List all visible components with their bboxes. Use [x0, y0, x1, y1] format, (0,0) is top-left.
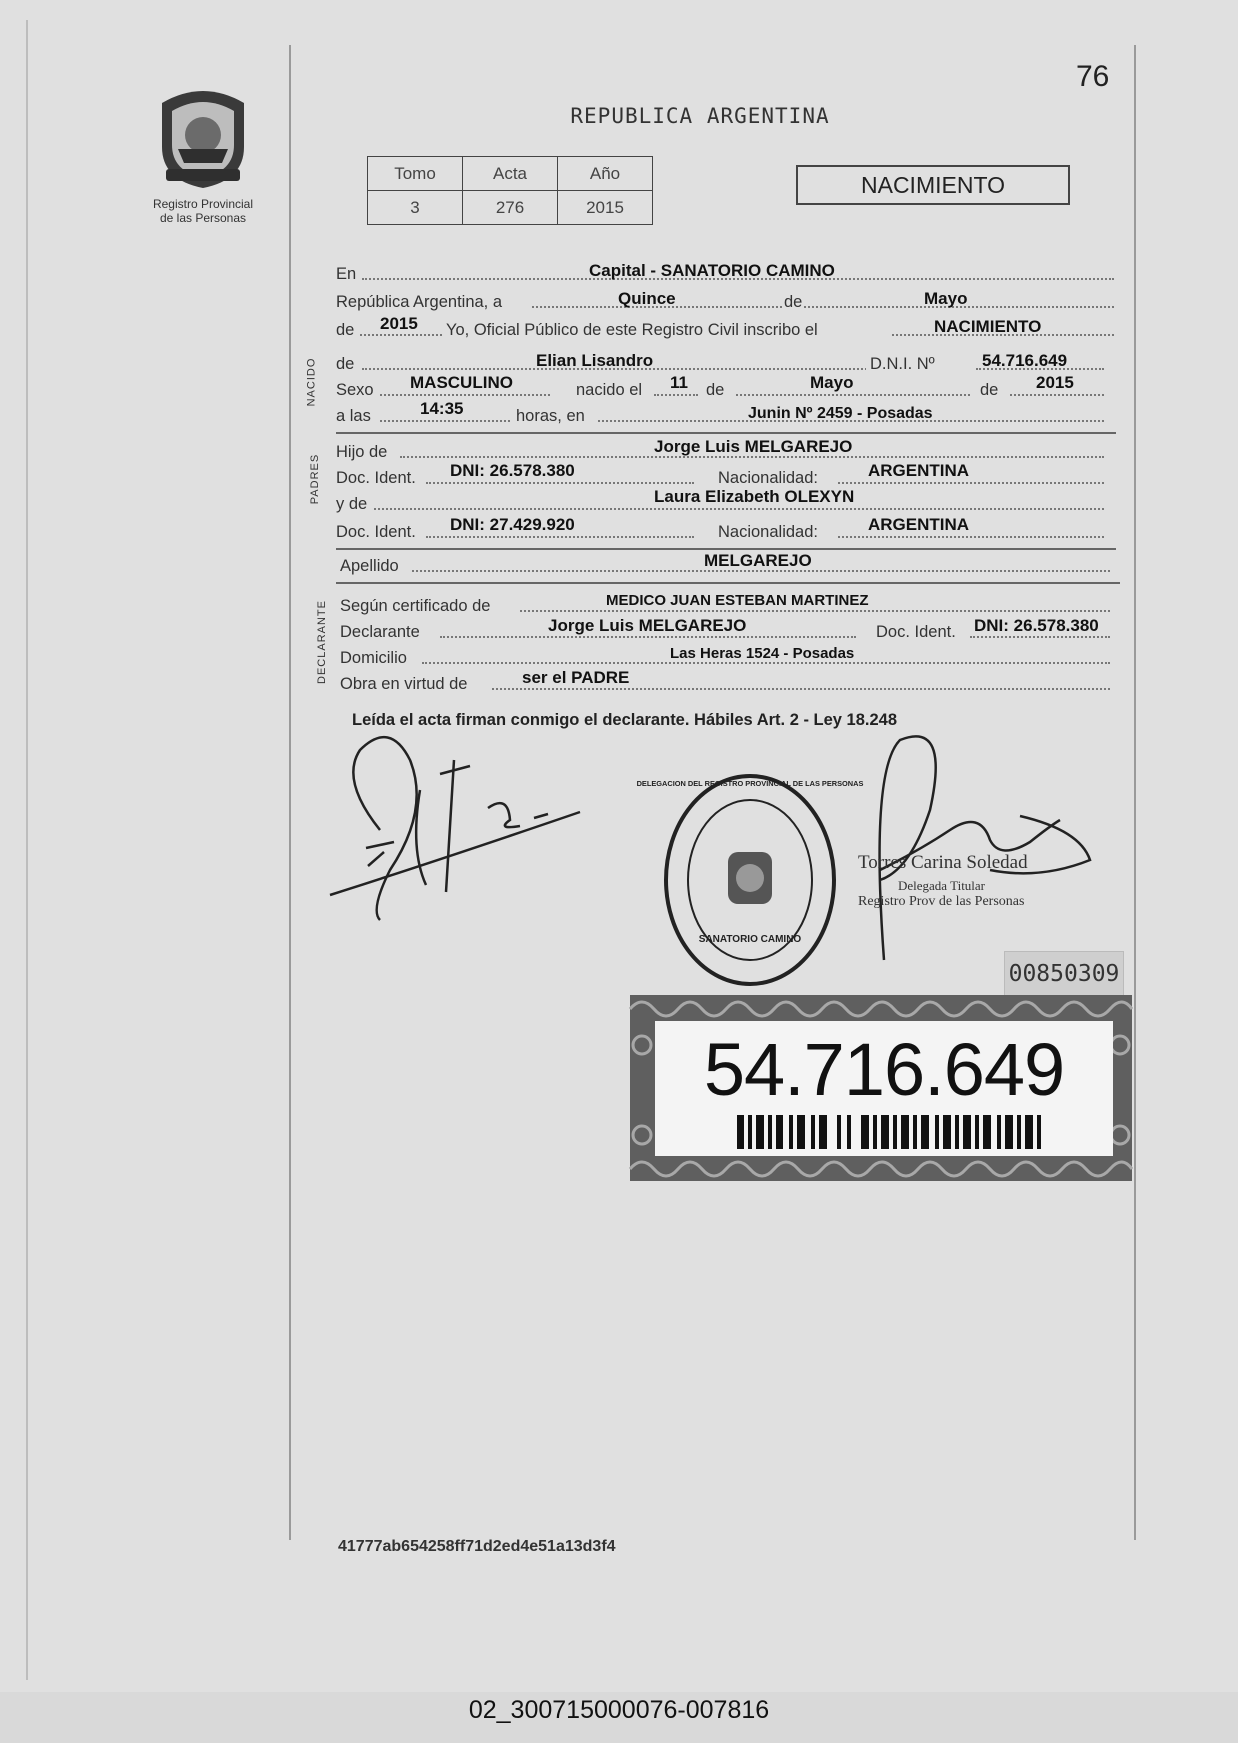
stamp-outer-text: DELEGACION DEL REGISTRO PROVINCIAL DE LAS PERSONAS — [636, 779, 864, 788]
row-father-doc — [336, 462, 1114, 488]
event: NACIMIENTO — [934, 317, 1042, 336]
hijo-de-label: Hijo de — [336, 443, 388, 461]
en-label: En — [336, 265, 357, 283]
birth-year-dots — [1010, 394, 1104, 396]
row-year — [336, 314, 1114, 340]
divider-apellido — [336, 582, 1120, 584]
domicilio-dots — [422, 662, 1110, 664]
value-tomo: 3 — [368, 191, 463, 225]
serial-number: 00850309 — [1004, 951, 1124, 997]
row-republica — [336, 286, 1114, 312]
mother-doc-dots — [426, 536, 694, 538]
obra-label: Obra en virtud de — [340, 675, 468, 693]
mother-doc: DNI: 27.429.920 — [450, 515, 575, 534]
a-las-label: a las — [336, 407, 371, 425]
mother-dots — [374, 508, 1104, 510]
right-margin-line — [1134, 45, 1136, 1540]
sticker-dni: 54.716.649 — [703, 1028, 1065, 1111]
value-ano: 2015 — [558, 191, 653, 225]
apellido-value: MELGAREJO — [704, 551, 812, 570]
birth-month: Mayo — [810, 373, 854, 392]
domicilio-label: Domicilio — [340, 649, 407, 667]
header-tomo: Tomo — [368, 157, 463, 191]
father-nat-label: Nacionalidad: — [718, 469, 818, 487]
row-nacido-name — [336, 348, 1114, 374]
document-hash: 41777ab654258ff71d2ed4e51a13d3f4 — [338, 1538, 616, 1555]
row-certificado — [336, 590, 1114, 616]
mother-nationality: ARGENTINA — [868, 515, 970, 534]
domicilio-value: Las Heras 1524 - Posadas — [670, 645, 855, 662]
mother-nat-label: Nacionalidad: — [718, 523, 818, 541]
father-doc: DNI: 26.578.380 — [450, 461, 575, 480]
nacido-el-label: nacido el — [576, 381, 643, 399]
birth-year: 2015 — [1036, 373, 1074, 392]
obra-value: ser el PADRE — [522, 668, 630, 687]
official-name: Torres Carina Soledad — [858, 852, 1028, 873]
row-en — [336, 258, 1114, 284]
official-signature — [840, 730, 1100, 950]
apellido-label: Apellido — [340, 557, 399, 575]
dni-label: D.N.I. Nº — [866, 355, 935, 374]
header-ano: Año — [558, 157, 653, 191]
declarante-dots — [440, 636, 856, 638]
row-obra — [336, 668, 1114, 694]
de-label-2: de — [706, 381, 725, 399]
section-label-declarante: DECLARANTE — [315, 600, 328, 684]
header-acta: Acta — [463, 157, 558, 191]
year: 2015 — [380, 314, 418, 333]
section-label-nacido: NACIDO — [305, 357, 318, 407]
sexo-label: Sexo — [336, 381, 374, 399]
mother-name: Laura Elizabeth OLEXYN — [654, 487, 855, 506]
time-dots — [380, 420, 510, 422]
de-label: de — [784, 293, 803, 311]
birth-day-dots — [654, 394, 698, 396]
child-dni: 54.716.649 — [982, 351, 1068, 370]
declarante-doc-dots — [970, 636, 1110, 638]
row-mother-doc — [336, 516, 1114, 542]
footer-note: Leída el acta firman conmigo el declarante. Hábiles Art. 2 - Ley 18.248 — [352, 711, 898, 729]
barcode — [737, 1115, 1047, 1149]
registry-line-2: de las Personas — [159, 211, 247, 225]
declarante-doc-label: Doc. Ident. — [876, 623, 956, 641]
row-declarante — [336, 616, 1114, 642]
birth-time: 14:35 — [420, 399, 464, 418]
registry-line-1: Registro Provincial — [152, 197, 254, 211]
official-title: Delegada Titular — [898, 878, 986, 893]
month: Mayo — [924, 289, 968, 308]
father-doc-label: Doc. Ident. — [336, 469, 416, 487]
father-doc-dots — [426, 482, 694, 484]
en-value: Capital - SANATORIO CAMINO — [589, 261, 835, 280]
father-name: Jorge Luis MELGAREJO — [654, 437, 853, 456]
de2-label: de — [336, 321, 355, 339]
birth-day: 11 — [670, 373, 688, 392]
declarante-name: Jorge Luis MELGAREJO — [548, 616, 747, 635]
mother-nat-dots — [838, 536, 1104, 538]
birth-month-dots — [736, 394, 970, 396]
row-hijo-de — [336, 436, 1114, 462]
horas-label: horas, en — [516, 407, 585, 425]
left-edge-line — [26, 20, 28, 1680]
birth-place: Junin Nº 2459 - Posadas — [748, 405, 933, 422]
record-table — [367, 156, 653, 225]
provincial-seal-logo — [152, 85, 254, 190]
father-nationality: ARGENTINA — [868, 461, 970, 480]
mother-doc-label: Doc. Ident. — [336, 523, 416, 541]
dni-sticker — [630, 995, 1132, 1181]
row-hora — [336, 400, 1114, 426]
row-sexo — [336, 374, 1114, 400]
y-de-label: y de — [336, 495, 368, 513]
sticker-label — [655, 1021, 1113, 1156]
official-office: Registro Prov de las Personas — [858, 894, 1025, 909]
day-word: Quince — [618, 289, 676, 308]
row-y-de — [336, 488, 1114, 514]
child-name: Elian Lisandro — [536, 351, 654, 370]
declarant-signature — [320, 720, 590, 940]
registry-label — [138, 197, 268, 225]
left-margin-line — [289, 45, 291, 1540]
oficial-text: Yo, Oficial Público de este Registro Civil inscribo el — [446, 321, 818, 339]
declarante-doc: DNI: 26.578.380 — [974, 616, 1099, 635]
value-acta: 276 — [463, 191, 558, 225]
section-label-padres: PADRES — [309, 453, 322, 505]
sexo-value: MASCULINO — [410, 373, 513, 392]
certificado-value: MEDICO JUAN ESTEBAN MARTINEZ — [606, 592, 869, 609]
certificado-dots — [520, 610, 1110, 612]
row-domicilio — [336, 642, 1114, 668]
year-dots — [360, 334, 442, 336]
republica-label: República Argentina, a — [336, 293, 503, 311]
divider-nacido — [336, 432, 1116, 434]
document-id: 02_300715000076-007816 — [468, 1696, 770, 1724]
sexo-dots — [380, 394, 550, 396]
country-title: REPUBLICA ARGENTINA — [570, 104, 830, 128]
page-number: 76 — [1076, 60, 1110, 93]
declarante-label: Declarante — [340, 623, 420, 641]
obra-dots — [492, 688, 1110, 690]
record-table-header — [368, 157, 653, 191]
registry-stamp — [636, 770, 864, 990]
stamp-inner-text: SANATORIO CAMINO — [698, 934, 802, 945]
record-table-values — [368, 191, 653, 225]
nacido-de-label: de — [336, 355, 355, 373]
row-apellido — [336, 550, 1114, 576]
record-type-box: NACIMIENTO — [796, 165, 1070, 205]
de-label-3: de — [980, 381, 999, 399]
certificado-label: Según certificado de — [340, 597, 491, 615]
father-nat-dots — [838, 482, 1104, 484]
